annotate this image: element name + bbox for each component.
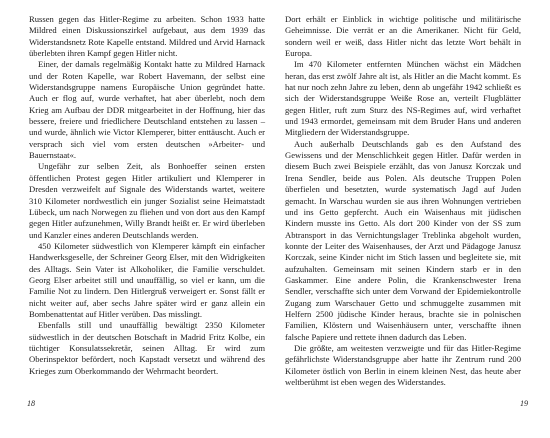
paragraph: Einer, der damals regelmäßig Kontakt hatte zu Mildred Harnack und der Roten Kapelle, war Robert Havemann, der selbst eine Widerstandsgruppe namens Europäische Union gegründet hatte. Auch er flog auf, wurde verhaftet, hat aber überlebt, noch dem Krieg am Aufbau der DDR mitgearbeitet in der Hoffnung, hier das bessere, freiere und friedlichere Deutschland entstehen zu lassen – und wurde, ähnlich wie Victor Klemperer, bitter enttäuscht. Auch er versprach sich viel vom ersten deutschen »Arbeiter- und Bauernstaat«.	[29, 59, 265, 161]
paragraph: Dort erhält er Einblick in wichtige politische und militärische Geheimnisse. Die verrät er an die Amerikaner. Nicht für Geld, sondern weil er weiß, dass Hitler nicht das letzte Wort behält in Europa.	[285, 14, 521, 59]
paragraph: 450 Kilometer südwestlich von Klemperer kämpft ein einfacher Handwerksgeselle, der Schreiner Georg Elser, mit den Widrigkeiten des Alltags. Sein Vater ist Alkoholiker, die Familie verschuldet. Georg Elser arbeitet still und unauffällig, so viel er kann, um die Familie Not zu lindern. Den Hitlergruß verweigert er. Sonst fällt er nicht weiter auf, aber sechs Jahre später wird er ganz allein ein Bombenattentat auf Hitler verüben. Das misslingt.	[29, 240, 265, 319]
right-page	[275, 0, 550, 438]
page-number-left: 18	[27, 399, 35, 408]
paragraph: Auch außerhalb Deutschlands gab es den Aufstand des Gewissens und der Menschlichkeit gegen Hitler. Dafür werden in diesem Buch zwei Beispiele erzählt, das von Janusz Korczak und Irena Sendler, beide aus Polen. Als deutsche Truppen Polen überfielen und besetzten, wurde systematisch Jagd auf Juden gemacht. In Warschau wurden sie aus ihren Wohnungen vertrieben und ins Getto gepfercht. Auch ein Waisenhaus mit jüdischen Kindern musste ins Getto. Als dort 200 Kinder von der SS zum Abtransport in das Vernichtungslager Treblinka abgeholt wurden, konnte der Leiter des Waisenhauses, der Arzt und Pädagoge Janusz Korczak, seine Kinder nicht im Stich lassen und begleitete sie, mit aufzuhalten. Gemeinsam mit seinen Kindern starb er in den Gaskammer. Eine andere Polin, die Krankenschwester Irena Sendler, verschaffte sich unter dem Vorwand der Epidemiekontrolle Zugang zum Warschauer Getto und schmuggelte zusammen mit Helfern 2500 jüdische Kinder heraus, brachte sie in polnischen Familien, Klöstern und Waisenhäusern unter, verschaffte ihnen falsche Papiere und rettete ihnen dadurch das Leben.	[285, 138, 521, 342]
left-page-text	[29, 14, 265, 377]
paragraph: Im 470 Kilometer entfernten München wächst ein Mädchen heran, das erst zwölf Jahre alt ist, als Hitler an die Macht kommt. Es hat nur noch zehn Jahre zu leben, denn ab ungefähr 1942 schließt es sich der Widerstandsgruppe Weiße Rose an, verteilt Flugblätter gegen Hitler, ruft zum Sturz des NS-Regimes auf, wird verhaftet und 1943 ermordet, gemeinsam mit dem Bruder Hans und anderen Mitgliedern der Widerstandsgruppe.	[285, 59, 521, 138]
paragraph: Die größte, am weitesten verzweigte und für das Hitler-Regime gefährlichste Widerstandsgruppe aber hatte ihr Zentrum rund 200 Kilometer östlich von Berlin in einem kleinen Nest, das heute aber weltberühmt ist eben wegen des Widerstandes.	[285, 342, 521, 387]
page-number-right: 19	[520, 399, 528, 408]
paragraph: Ebenfalls still und unauffällig bewältigt 2350 Kilometer südwestlich in der deutschen Botschaft in Madrid Fritz Kolbe, ein tüchtiger Konsulatssekretär, seinen Alltag. Er wird zum Oberinspektor befördert, noch Kapstadt versetzt und während des Krieges zum Oberkommando der Wehrmacht beordert.	[29, 320, 265, 376]
right-page-text	[285, 14, 521, 388]
paragraph: Russen gegen das Hitler-Regime zu arbeiten. Schon 1933 hatte Mildred einen Diskussionszirkel aufgebaut, aus dem 1939 das Widerstandsnetz Rote Kapelle entstand. Mildred und Arvid Harnack überlebten ihren Kampf gegen Hitler nicht.	[29, 14, 265, 59]
paragraph: Ungefähr zur selben Zeit, als Bonhoeffer seinen ersten öffentlichen Protest gegen Hitler artikuliert und Klemperer in Dresden verzweifelt auf Signale des Widerstands wartet, weitere 310 Kilometer nordwestlich ein junger Sozialist seine Heimatstadt Lübeck, um nach Norwegen zu fliehen und von dort aus den Kampf gegen Hitler aufzunehmen, Willy Brandt heißt er. Er wird überleben und Kanzler eines anderen Deutschlands werden.	[29, 161, 265, 240]
